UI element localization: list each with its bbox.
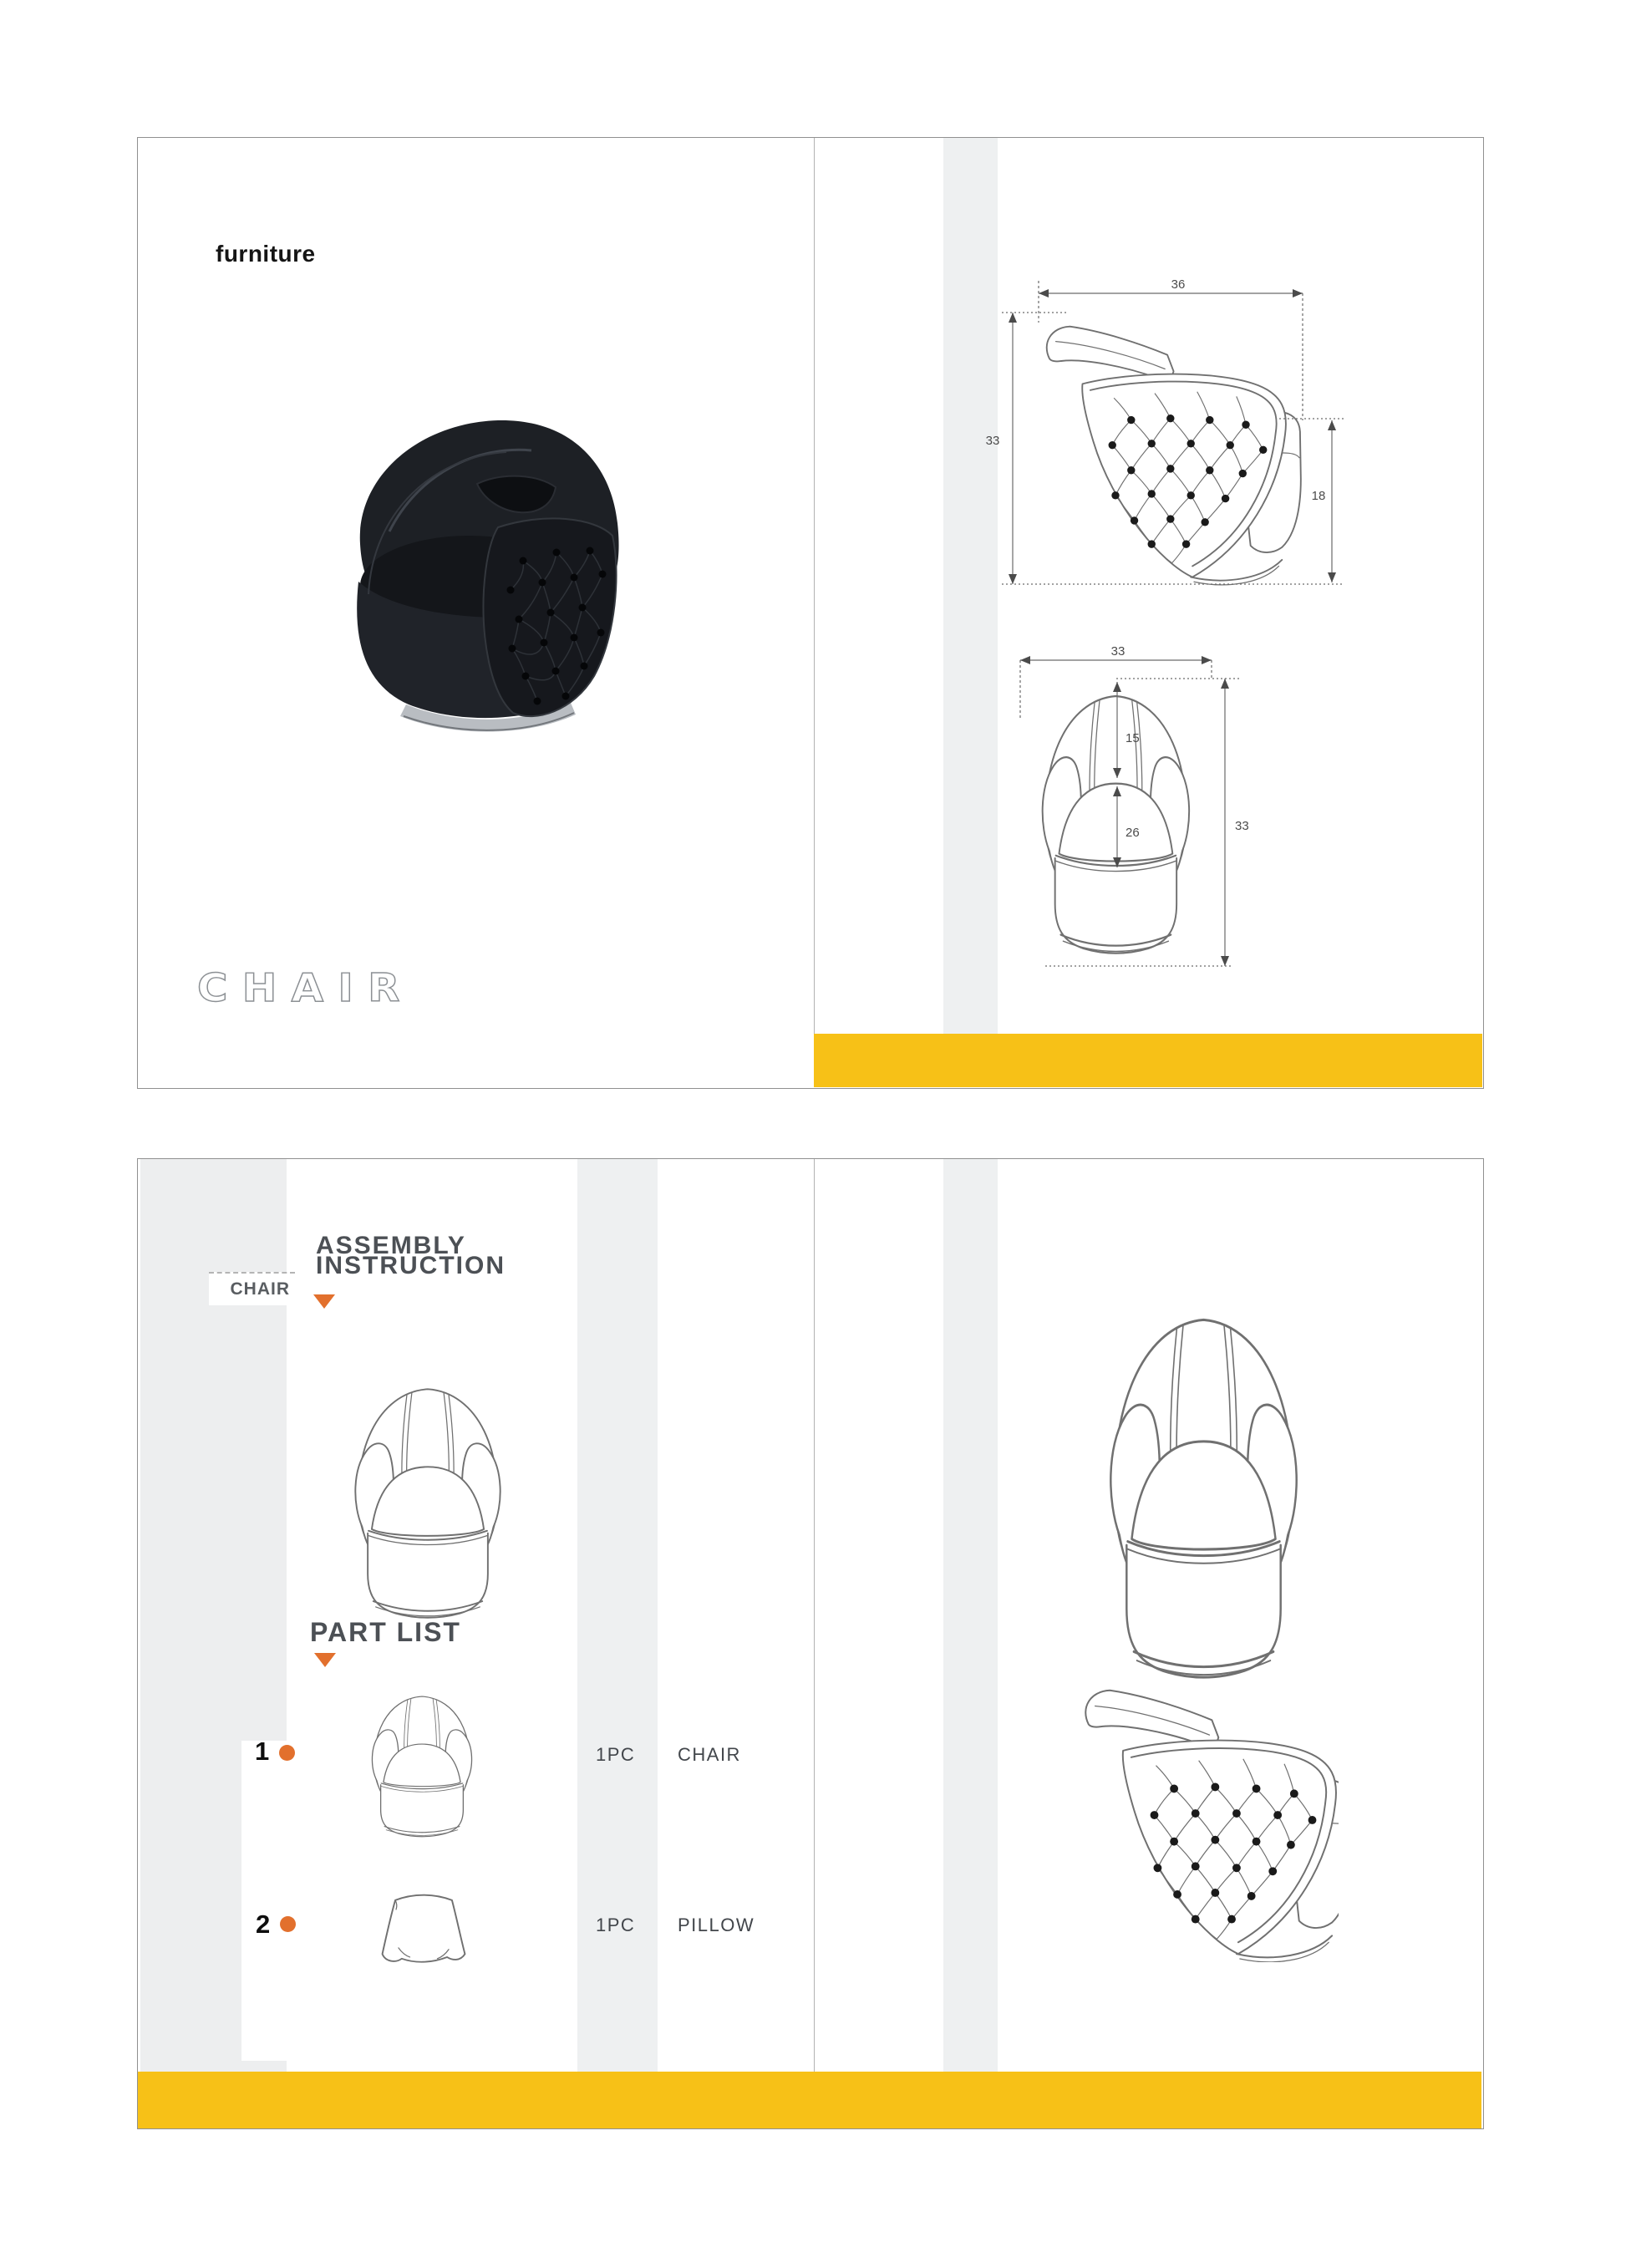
dim-total-height: 33 bbox=[1235, 819, 1249, 833]
gray-column bbox=[943, 1159, 998, 2072]
assembly-page bbox=[137, 1158, 1484, 2129]
dim-upper-height: 15 bbox=[1125, 731, 1140, 745]
orange-bullet-icon bbox=[280, 1916, 296, 1932]
down-triangle-icon bbox=[313, 1294, 335, 1309]
accent-bar bbox=[814, 1034, 1482, 1087]
assembly-heading-line2: INSTRUCTION bbox=[316, 1252, 506, 1279]
product-photo bbox=[310, 385, 632, 732]
chair-front-drawing bbox=[1080, 1292, 1327, 1697]
dim-lower-height: 26 bbox=[1125, 826, 1140, 840]
orange-bullet-icon bbox=[279, 1745, 295, 1761]
page-divider-line bbox=[814, 138, 815, 1034]
down-triangle-icon bbox=[314, 1653, 336, 1667]
front-dimension-diagram bbox=[999, 640, 1250, 974]
part-name: CHAIR bbox=[678, 1744, 741, 1765]
assembly-heading-line1: ASSEMBLY bbox=[316, 1232, 466, 1259]
part-qty: 1PC bbox=[596, 1744, 636, 1765]
assembly-chair-drawing bbox=[332, 1371, 524, 1630]
part-pillow-drawing bbox=[371, 1889, 476, 1966]
part-chair-drawing bbox=[356, 1686, 488, 1844]
part-list-heading: PART LIST bbox=[310, 1617, 461, 1647]
cover-page bbox=[137, 137, 1484, 1089]
part-name: PILLOW bbox=[678, 1915, 755, 1935]
dim-top-width: 33 bbox=[1110, 644, 1125, 659]
chair-tab-text: CHAIR bbox=[230, 1279, 290, 1299]
chair-back-drawing bbox=[1075, 1673, 1339, 1962]
part-qty: 1PC bbox=[596, 1915, 636, 1935]
part-number: 1 bbox=[255, 1737, 270, 1766]
product-title: CHAIR bbox=[197, 965, 414, 1010]
brand-logo: furniture bbox=[216, 241, 316, 267]
accent-bar bbox=[138, 2072, 1481, 2128]
dim-right-height: 18 bbox=[1311, 489, 1326, 503]
dim-left-height: 33 bbox=[985, 434, 1000, 448]
side-dimension-diagram bbox=[974, 277, 1350, 590]
part-number: 2 bbox=[256, 1909, 271, 1939]
dim-top-width: 36 bbox=[1171, 277, 1186, 292]
assembly-heading bbox=[316, 1232, 506, 1279]
chair-tab-label bbox=[209, 1272, 295, 1305]
page-divider-line bbox=[814, 1159, 815, 2072]
